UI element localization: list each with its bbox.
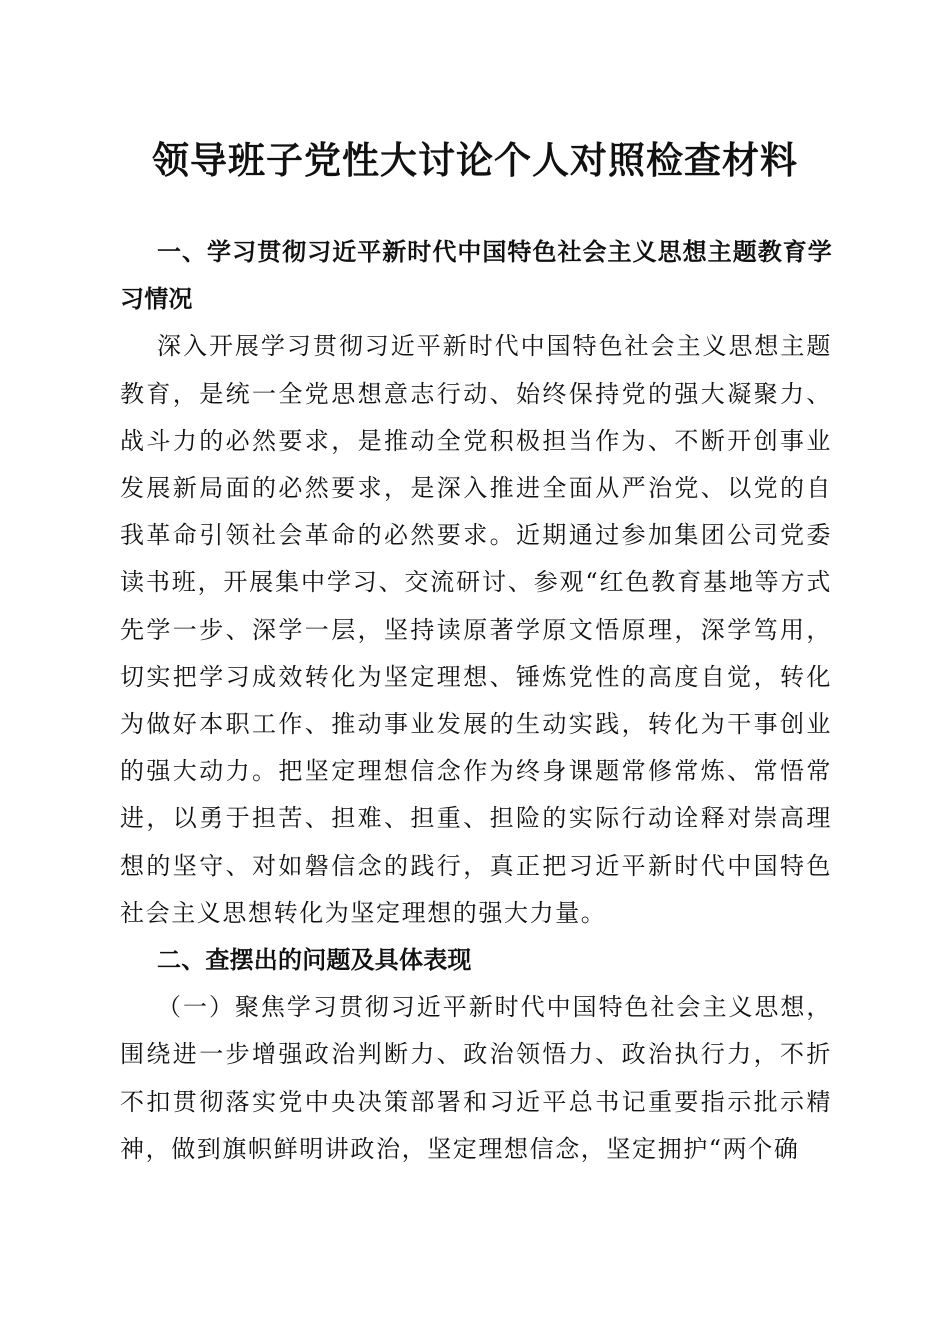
- section-paragraph-problems: （一）聚焦学习贯彻习近平新时代中国特色社会主义思想，围绕进一步增强政治判断力、政治领悟力、政治执行力，不折不扣贯彻落实党中央决策部署和习近平总书记重要指示批示精神，做到旗帜鲜明讲政治，坚定理想信念，坚定拥护“两个确: [120, 993, 832, 1163]
- section-heading-study-status: 一、学习贯彻习近平新时代中国特色社会主义思想主题教育学习情况: [120, 238, 832, 314]
- document-title: 领导班子党性大讨论个人对照检查材料: [152, 138, 798, 182]
- section-heading-problems: 二、查摆出的问题及具体表现: [157, 946, 472, 975]
- document-body: [120, 229, 832, 1173]
- section-paragraph-study-status: 深入开展学习贯彻习近平新时代中国特色社会主义思想主题教育，是统一全党思想意志行动、始终保持党的强大凝聚力、战斗力的必然要求，是推动全党积极担当作为、不断开创事业发展新局面的必然要求，是深入推进全面从严治党、以党的自我革命引领社会革命的必然要求。近期通过参加集团公司党委读书班，开展集中学习、交流研讨、参观“红色教育基地等方式先学一步、深学一层，坚持读原著学原文悟原理，深学笃用，切实把学习成效转化为坚定理想、锤炼党性的高度自觉，转化为做好本职工作、推动事业发展的生动实践，转化为干事创业的强大动力。把坚定理想信念作为终身课题常修常炼、常悟常进，以勇于担苦、担难、担重、担险的实际行动诠释对崇高理想的坚守、对如磐信念的践行，真正把习近平新时代中国特色社会主义思想转化为坚定理想的强大力量。: [120, 332, 832, 927]
